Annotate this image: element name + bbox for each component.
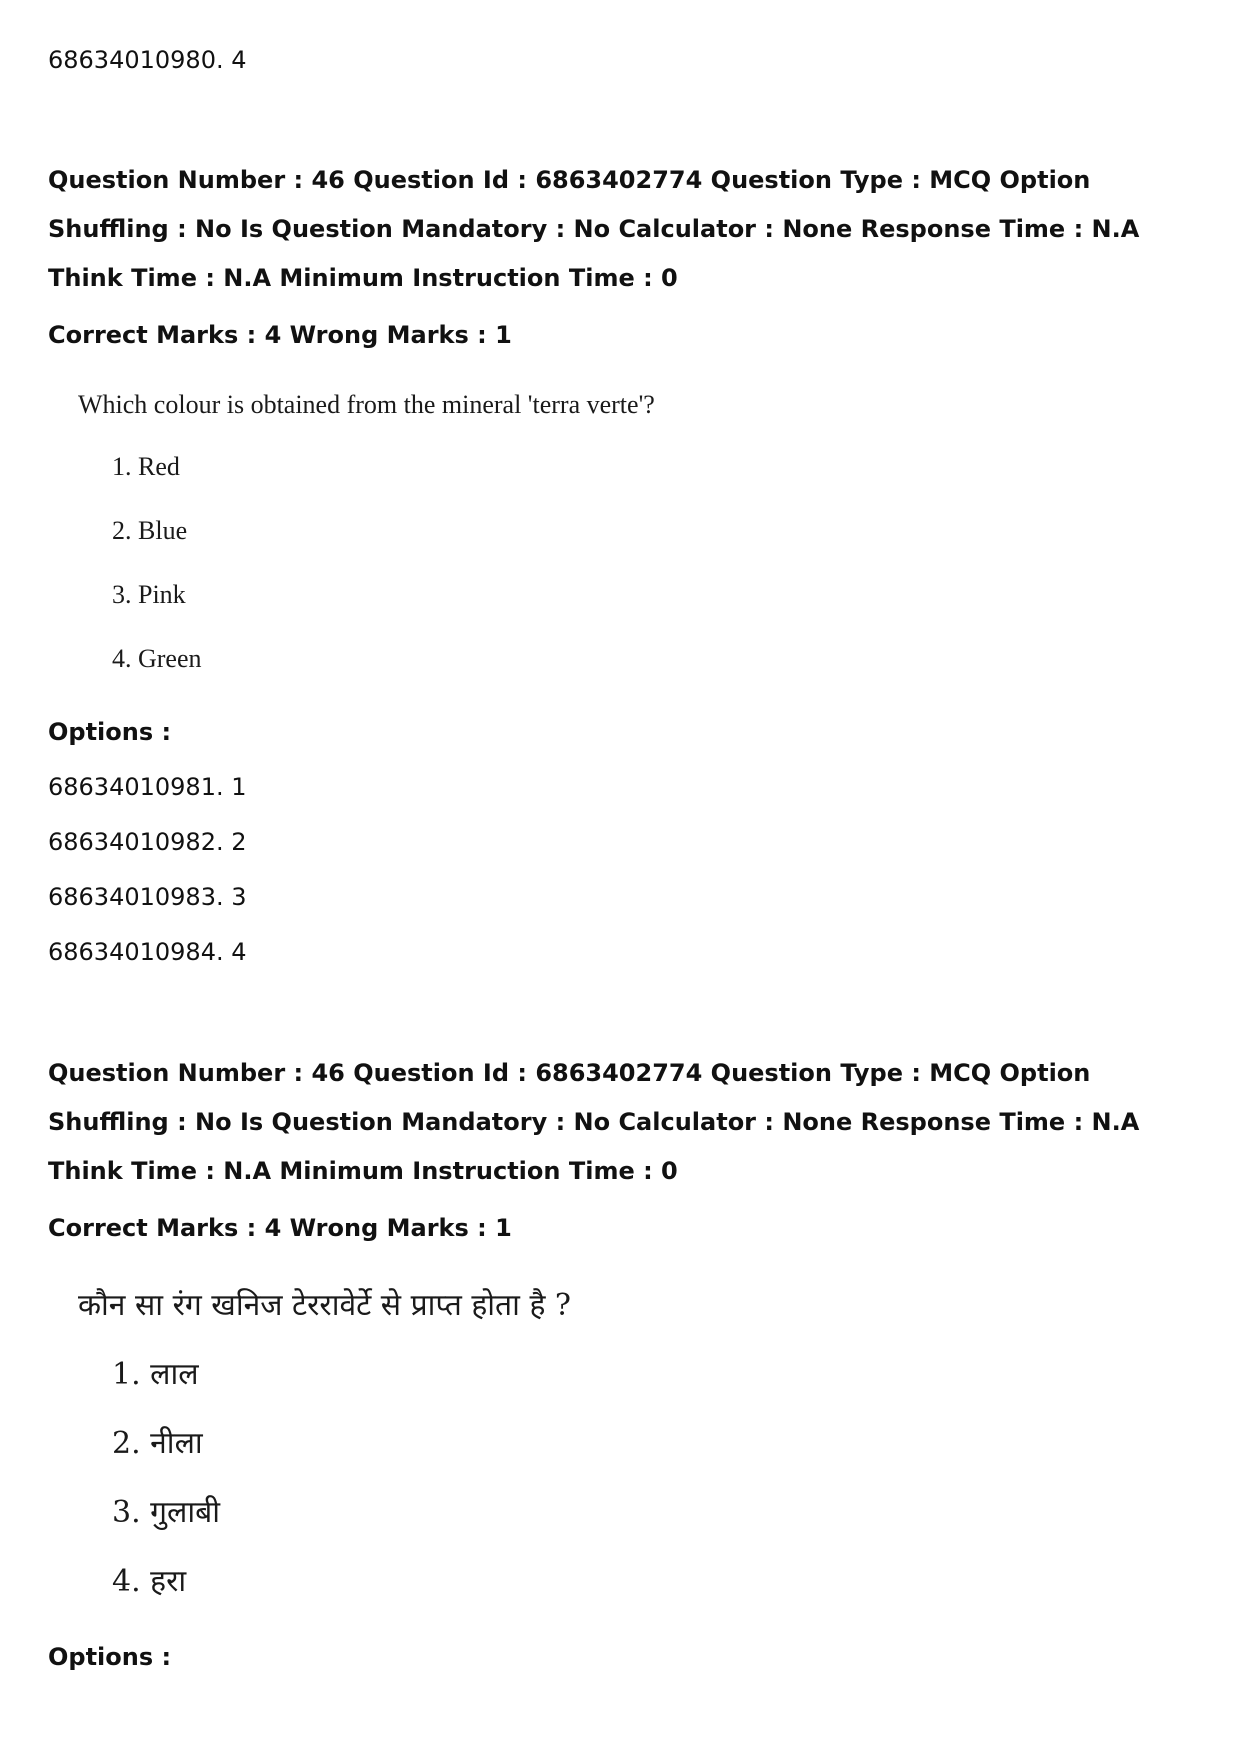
options-label: Options : bbox=[48, 1643, 172, 1671]
choice-item: 1. लाल bbox=[112, 1357, 199, 1392]
options-label: Options : bbox=[48, 718, 172, 746]
option-line: 68634010983. 3 bbox=[48, 883, 247, 911]
marks-line: Correct Marks : 4 Wrong Marks : 1 bbox=[48, 321, 512, 349]
option-line: 68634010982. 2 bbox=[48, 828, 247, 856]
option-line: 68634010980. 4 bbox=[48, 46, 247, 74]
question-text: कौन सा रंग खनिज टेररावेर्टे से प्राप्त होता है ? bbox=[78, 1288, 571, 1323]
choice-item: 4. Green bbox=[112, 644, 202, 673]
question-meta: Question Number : 46 Question Id : 6863402774 Question Type : MCQ Option Shuffling : No Is Question Mandatory : No Calculator : None Response Time : N.A Think Time : N.A Minimum Instruction Time : 0 bbox=[48, 1059, 1140, 1185]
option-line: 68634010984. 4 bbox=[48, 938, 247, 966]
choice-item: 4. हरा bbox=[112, 1564, 187, 1599]
choice-item: 2. नीला bbox=[112, 1426, 203, 1461]
question-meta: Question Number : 46 Question Id : 6863402774 Question Type : MCQ Option Shuffling : No Is Question Mandatory : No Calculator : None Response Time : N.A Think Time : N.A Minimum Instruction Time : 0 bbox=[48, 166, 1140, 292]
choice-item: 1. Red bbox=[112, 452, 180, 481]
question-text: Which colour is obtained from the mineral 'terra verte'? bbox=[78, 390, 655, 419]
option-line: 68634010981. 1 bbox=[48, 773, 247, 801]
choice-item: 3. Pink bbox=[112, 580, 186, 609]
choice-item: 2. Blue bbox=[112, 516, 188, 545]
choice-item: 3. गुलाबी bbox=[112, 1495, 221, 1530]
marks-line: Correct Marks : 4 Wrong Marks : 1 bbox=[48, 1214, 512, 1242]
